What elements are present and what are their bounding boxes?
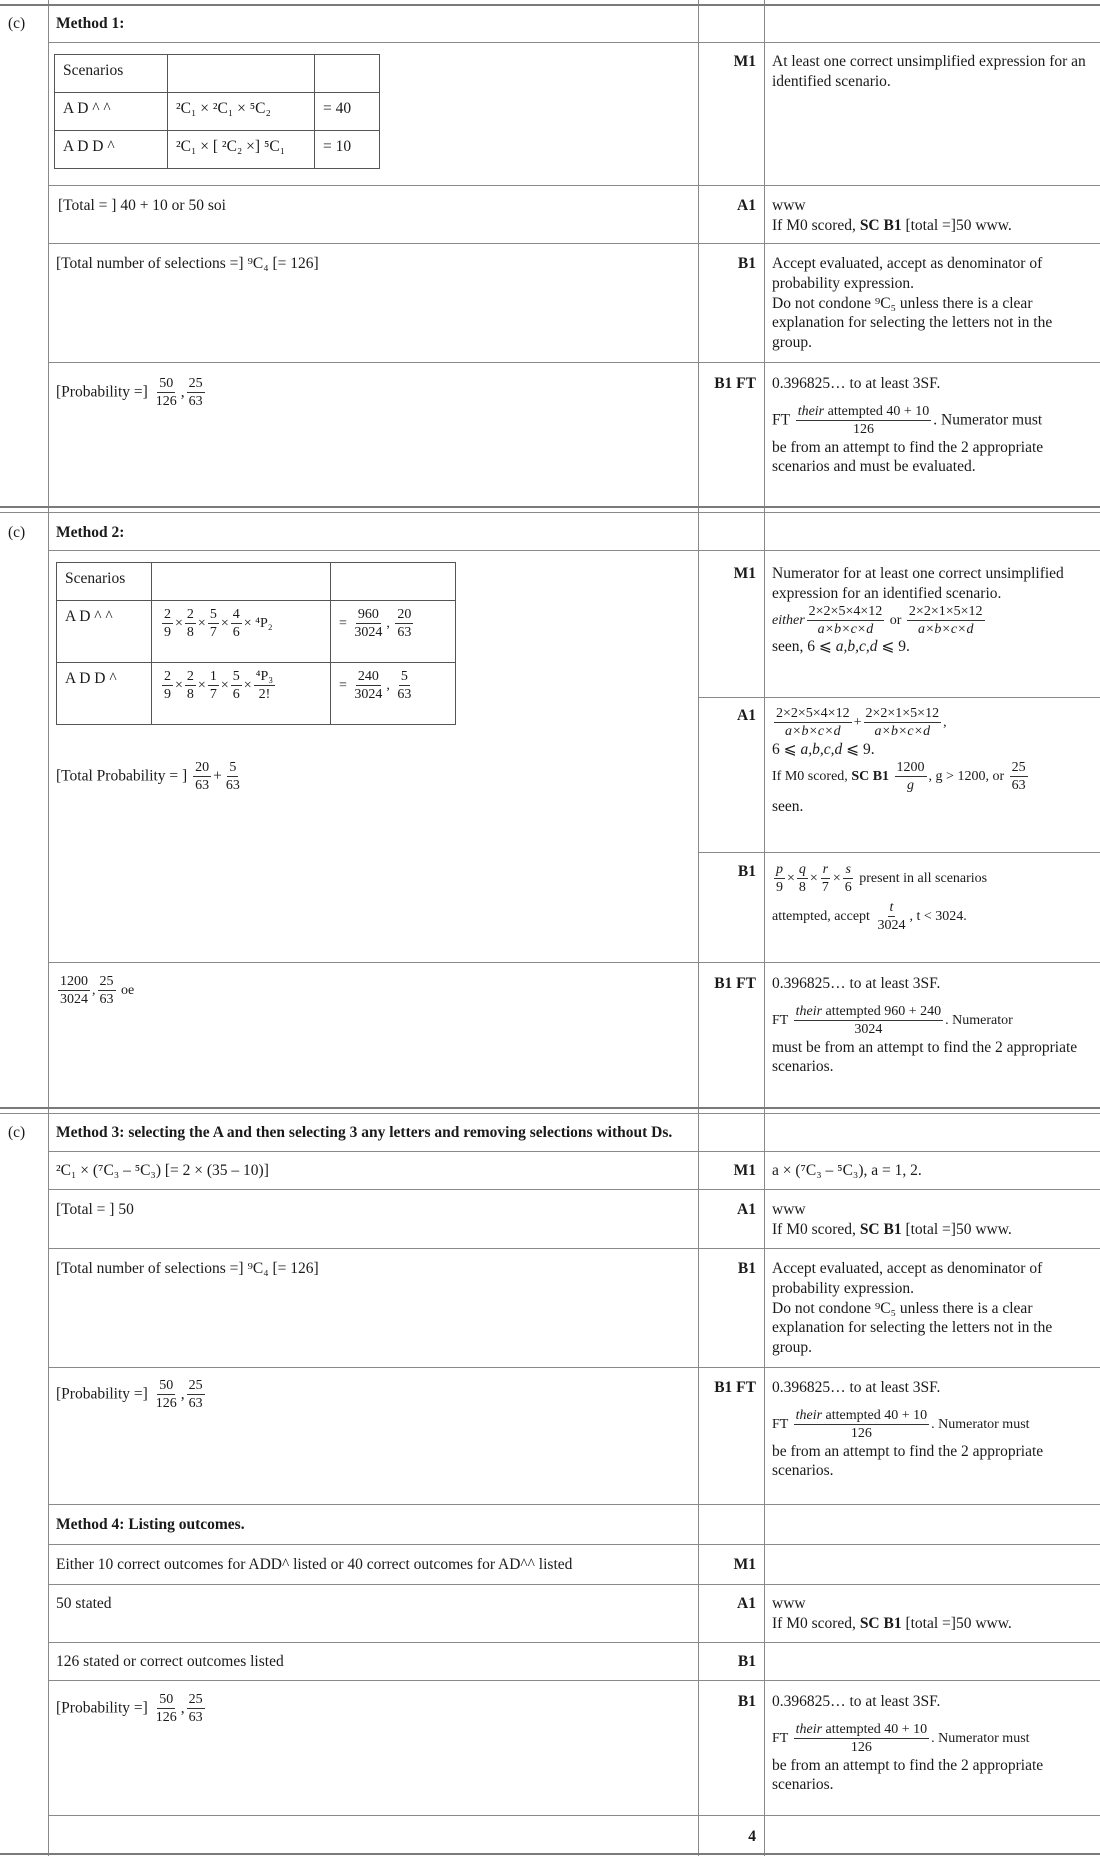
guidance-line: If M0 scored, SC B1 [total =]50 www. bbox=[772, 1220, 1012, 1238]
scenario-value: = 10 bbox=[315, 131, 380, 169]
probability-answer: [Probability =] $\frac{50}{126}$ , $\frac{25}{63}$ bbox=[56, 376, 203, 410]
scenario-name: A D ^ ^ bbox=[55, 93, 168, 131]
scenario-name: A D ^ ^ bbox=[57, 601, 152, 663]
expression-header bbox=[152, 563, 331, 601]
scenario-expression: ²C₁ × ²C₁ × ⁵C₂ bbox=[168, 93, 315, 131]
pqrs-expression: $\frac{p}{9}$ × $\frac{q}{8}$ × $\frac{r}{7}$ × $\frac{s}{6}$ present in all scenarios bbox=[776, 862, 988, 896]
ft-expression: FT $\frac{\text{their attempted 40 + 10}}{126}$ . Numerator must bbox=[772, 403, 1043, 438]
value-header bbox=[331, 563, 456, 601]
guidance-text: a × (⁷C₃ – ⁵C₃), a = 1, 2. bbox=[772, 1162, 922, 1179]
answer-text: Either 10 correct outcomes for ADD^ listed or 40 correct outcomes for AD^^ listed bbox=[56, 1556, 573, 1573]
mark-code: M1 bbox=[733, 1162, 756, 1179]
guidance-line: seen. bbox=[772, 798, 804, 816]
guidance-text bbox=[772, 254, 1092, 353]
range-condition: 6 ⩽ a,b,c,d ⩽ 9. bbox=[772, 740, 875, 758]
part-label: (c) bbox=[8, 15, 26, 32]
mark-column-right-divider bbox=[764, 0, 765, 1856]
probability-answer: [Probability =] $\frac{50}{126}$ , $\frac{25}{63}$ bbox=[56, 1378, 203, 1412]
ft-expression: FT $\frac{\text{their attempted 40 + 10}}{126}$ . Numerator must bbox=[772, 1407, 1030, 1442]
guidance-text bbox=[772, 374, 1092, 477]
probability-answer: [Probability =] $\frac{50}{126}$ , $\frac{25}{63}$ bbox=[56, 1692, 203, 1726]
scenario-row bbox=[57, 663, 456, 725]
ft-expression: FT $\frac{\text{their attempted 40 + 10}}{126}$ . Numerator must bbox=[772, 1721, 1030, 1756]
mark-code: A1 bbox=[737, 197, 756, 214]
guidance-line: Accept evaluated, accept as denominator of probability expression. bbox=[772, 255, 1043, 292]
row-divider bbox=[698, 852, 1100, 853]
sum-expression: $\frac{2\times 2\times 5\times 4\times 12}{a\times b\times c\times d}$ + $\frac{2\times 2\times 1\times 5\times 12}{a\times b\times c\times d}$ , bbox=[776, 706, 947, 740]
method1-scenario-table bbox=[54, 54, 380, 169]
method3-heading: Method 3: selecting the A and then selecting 3 any letters and removing selections without Ds. bbox=[56, 1124, 673, 1141]
scenario-expression: $\frac{2}{9}$ × $\frac{2}{8}$ × $\frac{5}{7}$ × $\frac{4}{6}$ × ⁴P₂ bbox=[152, 601, 331, 663]
method2-heading: Method 2: bbox=[56, 524, 125, 541]
scenario-name: A D D ^ bbox=[55, 131, 168, 169]
scenarios-header: Scenarios bbox=[55, 55, 168, 93]
scenario-row bbox=[55, 131, 380, 169]
mark-code: B1 bbox=[737, 863, 756, 880]
answer-text: [Total number of selections =] ⁹C₄ [= 126] bbox=[56, 255, 319, 272]
guidance-text bbox=[772, 1594, 1082, 1634]
row-divider bbox=[48, 1367, 1100, 1368]
mark-code: A1 bbox=[737, 1201, 756, 1218]
guidance-text bbox=[772, 1200, 1082, 1240]
guidance-text bbox=[772, 1259, 1092, 1358]
row-divider bbox=[48, 550, 1100, 551]
range-condition: seen, 6 ⩽ a,b,c,d ⩽ 9. bbox=[772, 638, 910, 656]
scenario-name: A D D ^ bbox=[57, 663, 152, 725]
method4-heading: Method 4: Listing outcomes. bbox=[56, 1516, 245, 1533]
scenario-value: = $\frac{240}{3024}$ , $\frac{5}{63}$ bbox=[331, 663, 456, 725]
row-divider bbox=[48, 1680, 1100, 1681]
row-divider bbox=[48, 185, 1100, 186]
section-divider bbox=[0, 506, 1100, 508]
guidance-text bbox=[772, 1692, 1092, 1795]
guidance-text bbox=[772, 706, 1092, 817]
guidance-line: Numerator for at least one correct unsimplified expression for an identified scenario. bbox=[772, 565, 1064, 602]
guidance-line: 0.396825… to at least 3SF. bbox=[772, 375, 941, 392]
mark-code: B1 bbox=[737, 1260, 756, 1277]
guidance-line: If M0 scored, SC B1 [total =]50 www. bbox=[772, 216, 1012, 234]
row-divider bbox=[48, 1504, 1100, 1505]
answer-text: [Total = ] 40 + 10 or 50 soi bbox=[58, 197, 226, 214]
row-divider bbox=[48, 1544, 1100, 1545]
special-case: If M0 scored, SC B1 $\frac{1200}{g}$ , g > 1200, or $\frac{25}{63}$ bbox=[772, 759, 1026, 793]
guidance-line: www bbox=[772, 197, 806, 214]
either-expression: either $\frac{2\times 2\times 5\times 4\times 12}{a\times b\times c\times d}$ or $\frac{2\times 2\times 1\times 5\times 12}{a\times b\times c\times d}$ bbox=[772, 603, 983, 638]
row-divider bbox=[48, 1248, 1100, 1249]
guidance-line: Do not condone ⁹C₅ unless there is a clear explanation for selecting the letters not in the group. bbox=[772, 294, 1053, 352]
guidance-line: www bbox=[772, 1595, 806, 1612]
row-divider bbox=[48, 42, 698, 43]
scenario-expression: $\frac{2}{9}$ × $\frac{2}{8}$ × $\frac{1}{7}$ × $\frac{5}{6}$ × $\frac{\text{⁴P₃}}{2!}$ bbox=[152, 663, 331, 725]
mark-code: A1 bbox=[737, 1595, 756, 1612]
answer-text: 126 stated or correct outcomes listed bbox=[56, 1653, 284, 1670]
guidance-text: At least one correct unsimplified expression for an identified scenario. bbox=[772, 53, 1086, 90]
row-divider bbox=[698, 42, 1100, 43]
guidance-line: Do not condone ⁹C₅ unless there is a clear explanation for selecting the letters not in the group. bbox=[772, 1299, 1053, 1357]
section-divider bbox=[0, 1107, 1100, 1109]
section-divider bbox=[0, 512, 1100, 513]
guidance-line: www bbox=[772, 1201, 806, 1218]
mark-code: B1 FT bbox=[714, 1379, 756, 1396]
ft-expression: FT $\frac{\text{their attempted 960 + 240}}{3024}$ . Numerator bbox=[772, 1003, 1013, 1038]
row-divider bbox=[48, 1584, 1100, 1585]
mark-code: B1 bbox=[737, 1653, 756, 1670]
row-divider bbox=[48, 1642, 1100, 1643]
row-divider bbox=[0, 4, 1100, 6]
guidance-text bbox=[772, 564, 1092, 657]
scenario-row bbox=[55, 93, 380, 131]
section-divider bbox=[0, 1113, 1100, 1114]
guidance-line: be from an attempt to find the 2 appropriate scenarios and must be evaluated. bbox=[772, 438, 1044, 476]
guidance-line: must be from an attempt to find the 2 appropriate scenarios. bbox=[772, 1038, 1078, 1076]
method2-scenario-table bbox=[56, 562, 456, 725]
answer-text: [Total = ] 50 bbox=[56, 1201, 134, 1218]
guidance-line: 0.396825… to at least 3SF. bbox=[772, 975, 941, 992]
answer-text: [Total number of selections =] ⁹C₄ [= 126] bbox=[56, 1260, 319, 1277]
scenario-row bbox=[57, 601, 456, 663]
scenario-value: = 40 bbox=[315, 93, 380, 131]
row-divider bbox=[48, 1189, 1100, 1190]
row-divider bbox=[698, 697, 1100, 698]
mark-code: B1 bbox=[737, 255, 756, 272]
mark-code: B1 FT bbox=[714, 375, 756, 392]
guidance-line: If M0 scored, SC B1 [total =]50 www. bbox=[772, 1614, 1012, 1632]
scenario-expression: ²C₁ × [ ²C₂ ×] ⁵C₁ bbox=[168, 131, 315, 169]
part-label: (c) bbox=[8, 524, 26, 541]
guidance-text bbox=[772, 1378, 1092, 1481]
guidance-line: be from an attempt to find the 2 appropriate scenarios. bbox=[772, 1442, 1044, 1480]
row-divider bbox=[48, 1151, 1100, 1152]
bottom-border bbox=[0, 1853, 1100, 1855]
mark-code: M1 bbox=[733, 53, 756, 70]
final-answer: $\frac{1200}{3024}$ , $\frac{25}{63}$ oe bbox=[60, 974, 135, 1008]
guidance-line: 0.396825… to at least 3SF. bbox=[772, 1379, 941, 1396]
answer-text: ²C₁ × (⁷C₃ – ⁵C₃) [= 2 × (35 – 10)] bbox=[56, 1162, 269, 1179]
guidance-text bbox=[772, 196, 1082, 236]
guidance-text bbox=[772, 974, 1092, 1077]
row-divider bbox=[48, 1815, 1100, 1816]
guidance-line: be from an attempt to find the 2 appropriate scenarios. bbox=[772, 1756, 1044, 1794]
mark-column-left-divider bbox=[698, 0, 699, 1856]
guidance-line: Accept evaluated, accept as denominator of probability expression. bbox=[772, 1260, 1043, 1297]
guidance-text bbox=[772, 862, 1092, 934]
guidance-line: 0.396825… to at least 3SF. bbox=[772, 1693, 941, 1710]
mark-code: M1 bbox=[733, 1556, 756, 1573]
scenario-value: = $\frac{960}{3024}$ , $\frac{20}{63}$ bbox=[331, 601, 456, 663]
accept-condition: attempted, accept $\frac{t}{3024}$ , t < 3024. bbox=[772, 899, 967, 934]
method1-heading: Method 1: bbox=[56, 15, 125, 32]
answer-text: 50 stated bbox=[56, 1595, 112, 1612]
expression-header bbox=[168, 55, 315, 93]
row-divider bbox=[48, 243, 1100, 244]
left-column-divider bbox=[48, 0, 49, 1856]
total-marks: 4 bbox=[748, 1828, 756, 1845]
row-divider bbox=[48, 362, 1100, 363]
mark-code: A1 bbox=[737, 707, 756, 724]
mark-code: M1 bbox=[733, 565, 756, 582]
mark-code: B1 bbox=[737, 1693, 756, 1710]
part-label: (c) bbox=[8, 1124, 26, 1141]
mark-code: B1 FT bbox=[714, 975, 756, 992]
total-probability: [Total Probability = ] $\frac{20}{63}$ + $\frac{5}{63}$ bbox=[56, 760, 240, 794]
scenarios-header: Scenarios bbox=[57, 563, 152, 601]
value-header bbox=[315, 55, 380, 93]
row-divider bbox=[48, 962, 1100, 963]
